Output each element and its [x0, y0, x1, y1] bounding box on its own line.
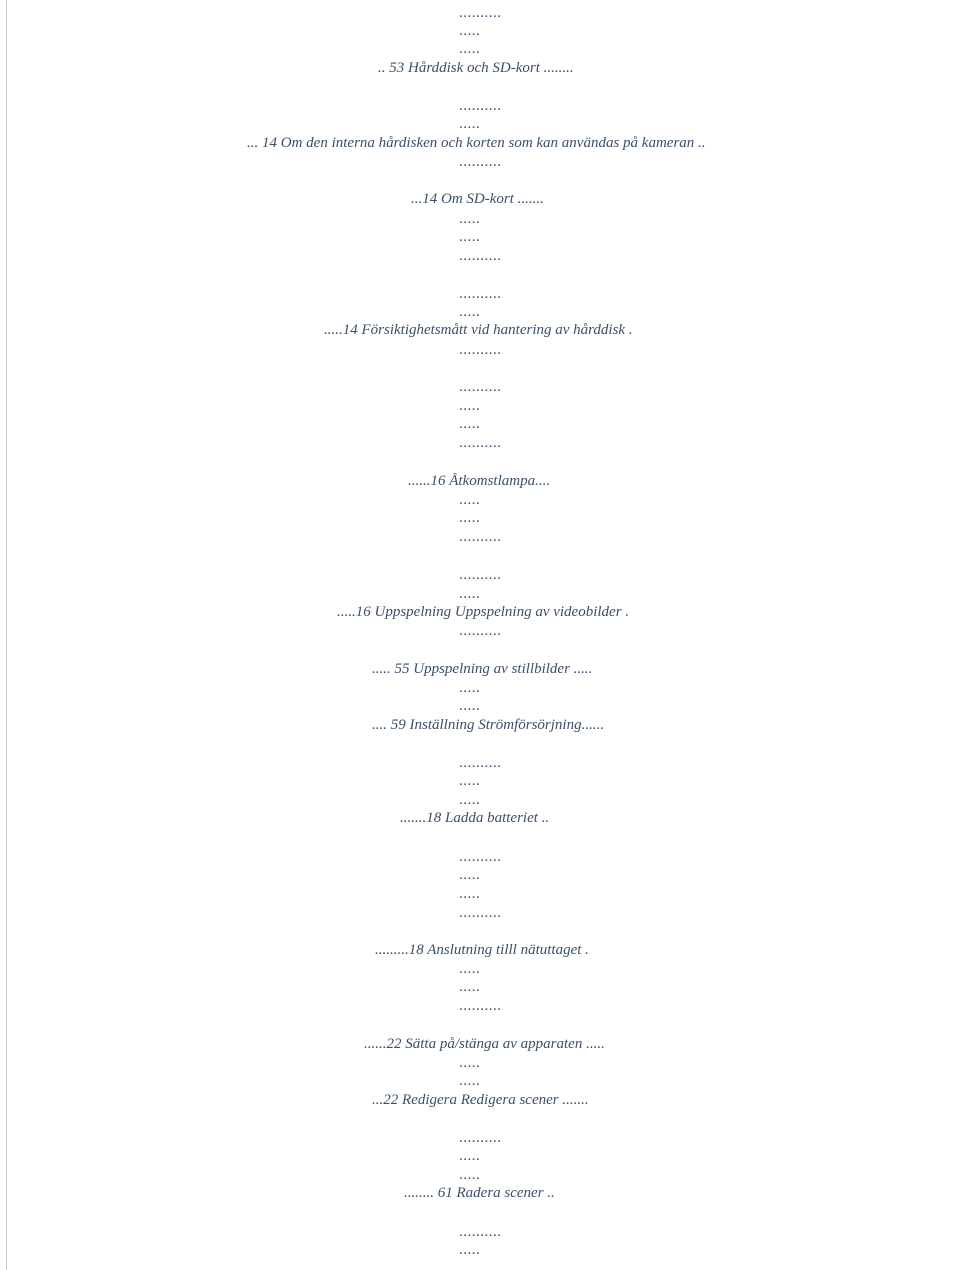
toc-dot-leader: .......... — [459, 154, 502, 170]
toc-entry-edit-scenes[interactable]: ...22 Redigera Redigera scener ....... — [372, 1092, 589, 1108]
toc-dot-leader: ..... — [459, 961, 481, 977]
toc-dot-leader: ..... — [459, 211, 481, 227]
toc-dot-leader: .......... — [459, 342, 502, 358]
toc-dot-leader: .......... — [459, 379, 502, 395]
toc-entry-video-playback[interactable]: .....16 Uppspelning Uppspelning av videobilder . — [337, 604, 630, 620]
toc-dot-leader: ..... — [459, 1242, 481, 1258]
toc-dot-leader: .......... — [459, 623, 502, 639]
toc-entry-charge-battery[interactable]: .......18 Ladda batteriet .. — [400, 810, 550, 826]
toc-dot-leader: ..... — [459, 416, 481, 432]
toc-dot-leader: ..... — [459, 1167, 481, 1183]
toc-dot-leader: ..... — [459, 492, 481, 508]
toc-entry-sd-card[interactable]: ...14 Om SD-kort ....... — [411, 191, 544, 207]
toc-dot-leader: ..... — [459, 1148, 481, 1164]
toc-dot-leader: ..... — [459, 886, 481, 902]
toc-entry-power-on-off[interactable]: ......22 Sätta på/stänga av apparaten ..... — [364, 1036, 605, 1052]
toc-dot-leader: .......... — [459, 5, 502, 21]
toc-dot-leader: .......... — [459, 998, 502, 1014]
toc-dot-leader: ..... — [459, 867, 481, 883]
toc-dot-leader: .......... — [459, 529, 502, 545]
toc-entry-harddisk-sd[interactable]: .. 53 Hårddisk och SD-kort ........ — [378, 60, 574, 76]
toc-dot-leader: .......... — [459, 905, 502, 921]
toc-dot-leader: ..... — [459, 229, 481, 245]
toc-entry-power-supply[interactable]: .... 59 Inställning Strömförsörjning...... — [372, 717, 605, 733]
toc-dot-leader: ..... — [459, 304, 481, 320]
toc-dot-leader: .......... — [459, 849, 502, 865]
toc-dot-leader: .......... — [459, 248, 502, 264]
toc-dot-leader: .......... — [459, 1224, 502, 1240]
toc-dot-leader: ..... — [459, 398, 481, 414]
toc-entry-still-playback[interactable]: ..... 55 Uppspelning av stillbilder ..... — [372, 661, 593, 677]
toc-entry-delete-scenes[interactable]: ........ 61 Radera scener .. — [404, 1185, 555, 1201]
toc-dot-leader: ..... — [459, 23, 481, 39]
toc-dot-leader: ..... — [459, 1055, 481, 1071]
toc-entry-access-lamp[interactable]: ......16 Åtkomstlampa.... — [408, 473, 551, 489]
toc-entry-precautions[interactable]: .....14 Försiktighetsmått vid hantering av hårddisk . — [324, 322, 633, 338]
toc-dot-leader: ..... — [459, 680, 481, 696]
toc-dot-leader: .......... — [459, 755, 502, 771]
toc-dot-leader: ..... — [459, 1073, 481, 1089]
toc-dot-leader: ..... — [459, 116, 481, 132]
toc-dot-leader: .......... — [459, 1130, 502, 1146]
toc-dot-leader: .......... — [459, 435, 502, 451]
toc-dot-leader: ..... — [459, 41, 481, 57]
toc-dot-leader: ..... — [459, 773, 481, 789]
toc-dot-leader: ..... — [459, 979, 481, 995]
toc-entry-internal-harddisk[interactable]: ... 14 Om den interna hårdisken och korten som kan användas på kameran .. — [247, 135, 706, 151]
toc-dot-leader: ..... — [459, 586, 481, 602]
toc-dot-leader: ..... — [459, 792, 481, 808]
toc-dot-leader: .......... — [459, 286, 502, 302]
toc-dot-leader: .......... — [459, 567, 502, 583]
toc-dot-leader: ..... — [459, 698, 481, 714]
toc-entry-mains-connection[interactable]: .........18 Anslutning tilll nätuttaget . — [375, 942, 589, 958]
toc-dot-leader: ..... — [459, 510, 481, 526]
toc-dot-leader: .......... — [459, 98, 502, 114]
